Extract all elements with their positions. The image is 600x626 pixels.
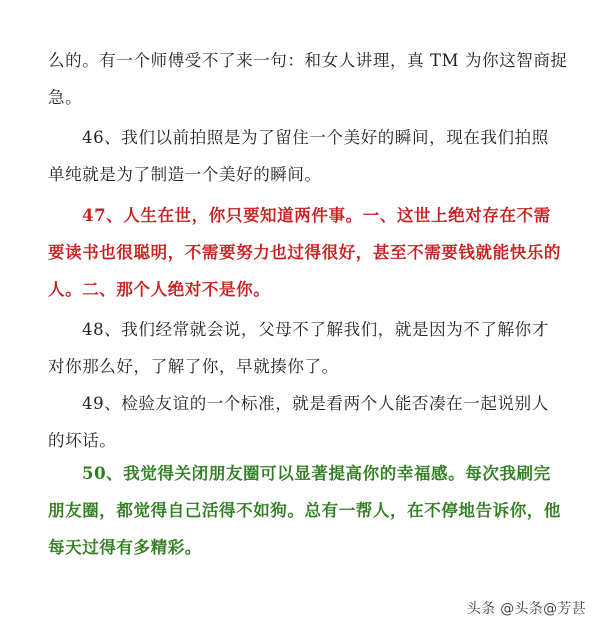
paragraph-49 [48,385,558,459]
paragraph-line: 48、我们经常就会说，父母不了解我们，就是因为不了解你才 [82,320,549,339]
paragraph-line: 人。二、那个人绝对不是你。 [48,280,271,299]
paragraph-line: 要读书也很聪明，不需要努力也过得很好，甚至不需要钱就能快乐的 [48,243,561,262]
paragraph-line: 46、我们以前拍照是为了留住一个美好的瞬间，现在我们拍照 [82,128,549,147]
paragraph-line: 么的。有一个师傅受不了来一句：和女人讲理，真 TM 为你这智商捉 [48,51,568,70]
paragraph-line: 每天过得有多精彩。 [48,538,202,557]
paragraph-line: 朋友圈，都觉得自己活得不如狗。总有一帮人，在不停地告诉你，他 [48,501,561,520]
paragraph-intro [48,42,568,116]
paragraph-line: 单纯就是为了制造一个美好的瞬间。 [48,165,322,184]
watermark-text: 头条 @头条@芳甚 [466,601,586,617]
paragraph-47 [48,197,561,308]
paragraph-line: 对你那么好，了解了你，早就揍你了。 [48,357,339,376]
paragraph-line: 的坏话。 [48,431,117,450]
paragraph-46 [48,119,558,193]
paragraph-50 [48,455,561,566]
paragraph-line: 47、人生在世，你只要知道两件事。一、这世上绝对存在不需 [82,206,551,225]
paragraph-48 [48,311,558,385]
paragraph-line: 急。 [48,88,83,107]
paragraph-line: 49、检验友谊的一个标准，就是看两个人能否凑在一起说别人 [82,394,549,413]
paragraph-line: 50、我觉得关闭朋友圈可以显著提高你的幸福感。每次我刷完 [82,464,551,483]
